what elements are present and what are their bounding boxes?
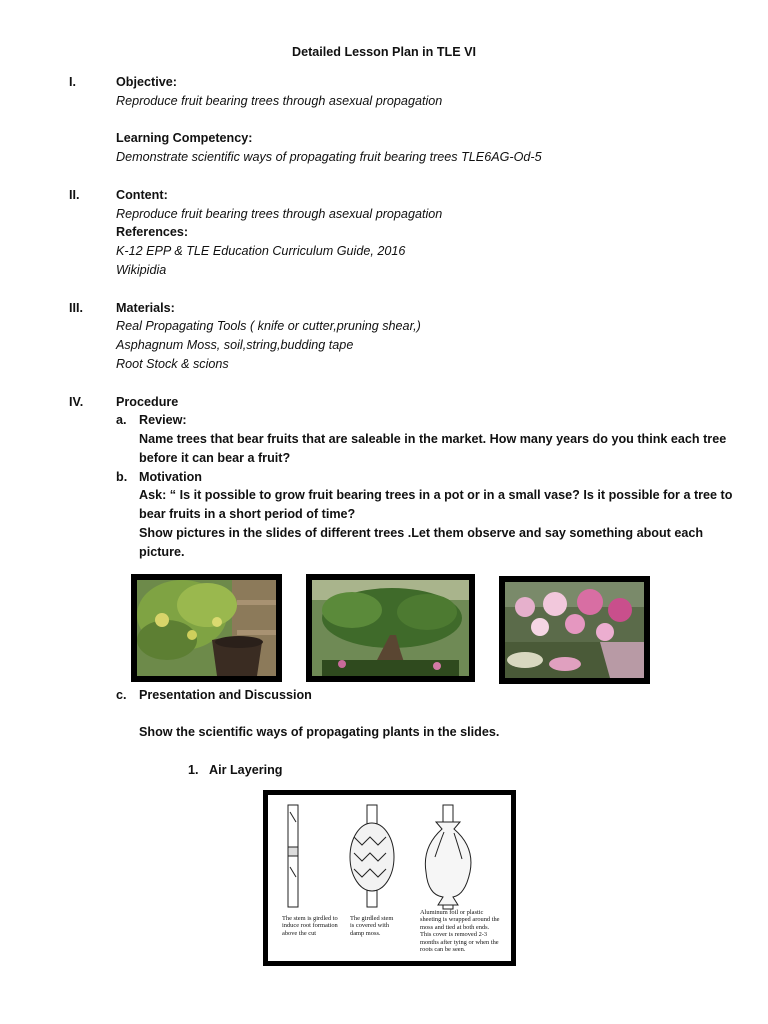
motivation-letter: b. [116,470,128,484]
competency-text: Demonstrate scientific ways of propagating fruit bearing trees TLE6AG-Od-5 [116,150,542,164]
section-numeral-2: II. [69,188,80,202]
references-heading: References: [116,225,189,239]
citrus-photo-image [137,580,276,676]
air-layering-label: Air Layering [209,763,283,777]
reference-item: K-12 EPP & TLE Education Curriculum Guide, 2016 [116,244,406,258]
section-numeral-1: I. [69,75,76,89]
objective-heading: Objective: [116,75,177,89]
tree-photo-flowers [499,576,650,684]
procedure-heading: Procedure [116,395,179,409]
caption-girdled-stem: The stem is girdled to induce root formation above the cut [282,915,338,937]
content-heading: Content: [116,188,168,202]
motivation-line: picture. [139,545,185,559]
caption-foil-wrapped: Aluminum foil or plastic sheeting is wrapped around the moss and tied at both ends. This cover is removed 2-3 months after tying or when the roots can be seen. [420,909,500,954]
competency-heading: Learning Competency: [116,131,253,145]
bonsai-photo-image [312,580,469,676]
air-layering-diagram [263,790,516,966]
content-text: Reproduce fruit bearing trees through asexual propagation [116,207,443,221]
reference-item: Wikipidia [116,263,167,277]
section-numeral-3: III. [69,301,83,315]
presentation-line: Show the scientific ways of propagating plants in the slides. [139,725,500,739]
presentation-heading: Presentation and Discussion [139,688,312,702]
review-heading: Review: [139,413,187,427]
tree-photo-bonsai [306,574,475,682]
material-item: Root Stock & scions [116,357,229,371]
review-line: Name trees that bear fruits that are saleable in the market. How many years do you think each tree [139,432,727,446]
materials-heading: Materials: [116,301,175,315]
review-line: before it can bear a fruit? [139,451,291,465]
section-numeral-4: IV. [69,395,84,409]
review-letter: a. [116,413,127,427]
tree-photo-citrus [131,574,282,682]
material-item: Real Propagating Tools ( knife or cutter,pruning shear,) [116,319,421,333]
presentation-letter: c. [116,688,127,702]
motivation-line: Show pictures in the slides of different trees .Let them observe and say something about each [139,526,704,540]
motivation-line: bear fruits in a short period of time? [139,507,356,521]
objective-text: Reproduce fruit bearing trees through asexual propagation [116,94,443,108]
document-title: Detailed Lesson Plan in TLE VI [291,45,477,59]
caption-moss-covered: The girdled stem is covered with damp moss. [350,915,394,937]
motivation-heading: Motivation [139,470,202,484]
motivation-line: Ask: “ Is it possible to grow fruit bearing trees in a pot or in a small vase? Is it possible for a tree to [139,488,733,502]
air-layering-number: 1. [188,763,199,777]
material-item: Asphagnum Moss, soil,string,budding tape [116,338,354,352]
flowers-photo-image [505,582,644,678]
